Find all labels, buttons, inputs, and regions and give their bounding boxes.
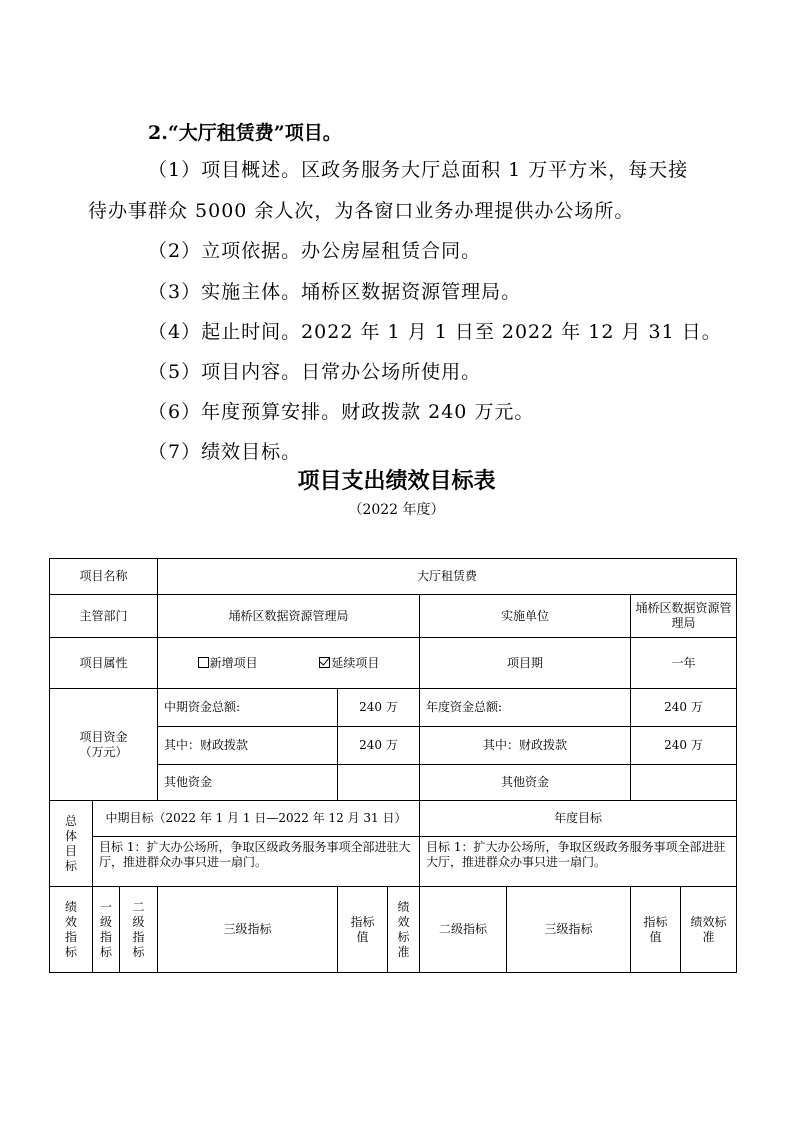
continue-project-checkbox[interactable] [319,657,330,668]
year-fin-value: 240 万 [631,727,737,765]
fund-label: 项目资金（万元） [50,689,158,801]
continue-project-label: 延续项目 [331,655,380,670]
paragraph-6: （6）年度预算安排。财政拨款 240 万元。 [148,401,535,423]
mid-total-label: 中期资金总额: [158,689,338,727]
paragraph-1-cont: 待办事群众 5000 余人次，为各窗口业务办理提供办公场所。 [88,200,635,222]
new-project-label: 新增项目 [209,655,258,670]
level2-header-b: 二级指标 [420,887,507,973]
mid-fin-value: 240 万 [338,727,420,765]
ind-value-header: 指标值 [338,887,388,973]
new-project-checkbox[interactable] [198,657,209,668]
perf-std-header-b: 绩效标准 [681,887,737,973]
paragraph-2: （2）立项依据。办公房屋租赁合同。 [148,240,482,262]
mid-other-label: 其他资金 [158,765,338,801]
goal-label: 总体目标 [50,801,93,887]
attr-options [158,638,420,689]
level1-header: 一级指标 [93,887,120,973]
year-goal-text: 目标 1：扩大办公场所，争取区级政务服务事项全部进驻大厅，推进群众办事只进一扇门。 [420,837,737,887]
paragraph-3: （3）实施主体。埇桥区数据资源管理局。 [148,281,522,303]
project-name-label: 项目名称 [50,559,158,595]
table-subtitle: （2022 年度） [348,502,445,518]
level3-header: 三级指标 [158,887,338,973]
impl-value: 埇桥区数据资源管理局 [631,595,737,638]
mid-other-value [338,765,420,801]
level3-header-b: 三级指标 [507,887,631,973]
ind-value-header-b: 指标值 [631,887,681,973]
impl-label: 实施单位 [420,595,631,638]
paragraph-7: （7）绩效目标。 [148,441,302,463]
paragraph-4: （4）起止时间。2022 年 1 月 1 日至 2022 年 12 月 31 日。 [148,321,722,343]
table-title: 项目支出绩效目标表 [297,469,496,494]
dept-label: 主管部门 [50,595,158,638]
mid-total-value: 240 万 [338,689,420,727]
mid-goal-header: 中期目标（2022 年 1 月 1 日—2022 年 12 月 31 日） [93,801,420,837]
dept-value: 埇桥区数据资源管理局 [158,595,420,638]
perf-label: 绩效指标 [50,887,93,973]
mid-goal-text: 目标 1：扩大办公场所，争取区级政务服务事项全部进驻大厅，推进群众办事只进一扇门。 [93,837,420,887]
project-name-value: 大厅租赁费 [158,559,737,595]
paragraph-5: （5）项目内容。日常办公场所使用。 [148,361,482,383]
paragraph-1: （1）项目概述。区政务服务大厅总面积 1 万平方米，每天接 [148,159,689,181]
performance-goal-table [49,558,737,973]
attr-label: 项目属性 [50,638,158,689]
year-total-value: 240 万 [631,689,737,727]
year-other-value [631,765,737,801]
mid-fin-label: 其中：财政拨款 [158,727,338,765]
section-heading: 2.“大厅租赁费”项目。 [148,122,342,144]
year-goal-header: 年度目标 [420,801,737,837]
perf-std-header: 绩效标准 [388,887,420,973]
period-label: 项目期 [420,638,631,689]
year-total-label: 年度资金总额: [420,689,631,727]
year-fin-label: 其中：财政拨款 [420,727,631,765]
period-value: 一年 [631,638,737,689]
year-other-label: 其他资金 [420,765,631,801]
level2-header: 二级指标 [120,887,158,973]
